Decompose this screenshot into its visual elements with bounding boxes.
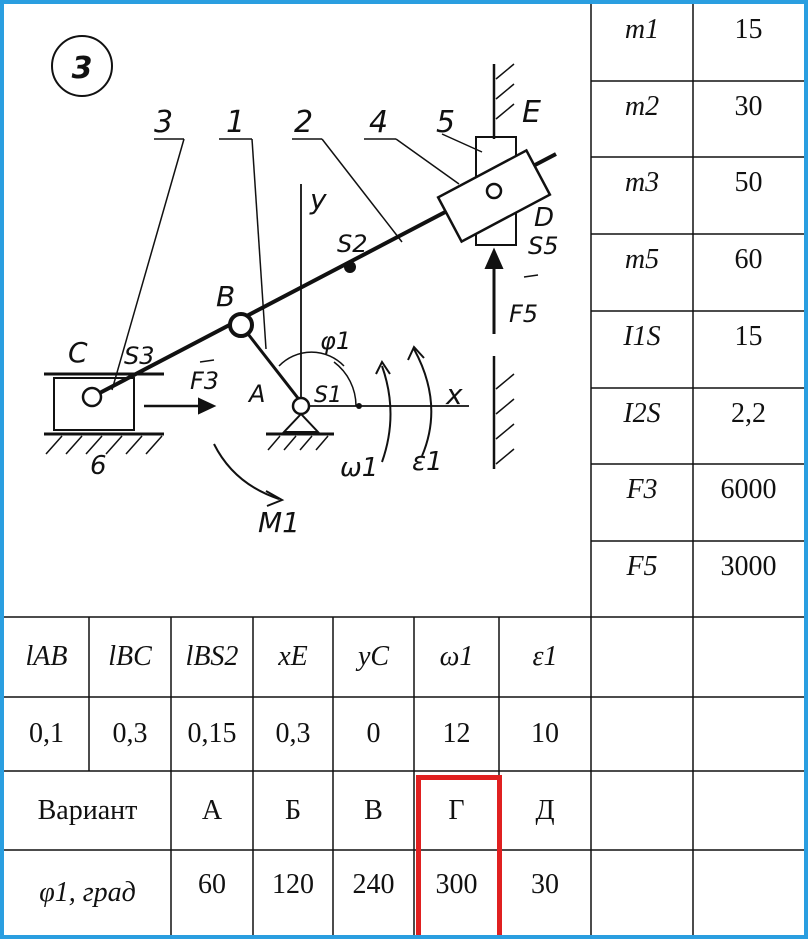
param-header: ε1 xyxy=(532,641,558,672)
param-header: lAB xyxy=(25,641,68,672)
label-s5: S5 xyxy=(528,232,559,260)
label-3: 3 xyxy=(154,105,174,140)
label-s3: S3 xyxy=(124,342,155,370)
phi-label: φ1, град xyxy=(39,876,136,908)
param-header: lBC xyxy=(108,641,152,672)
label-f5: F5 xyxy=(509,300,539,328)
joint-a xyxy=(293,398,309,414)
label-4: 4 xyxy=(369,105,389,140)
label-s2: S2 xyxy=(337,230,368,258)
param-label: I2S xyxy=(623,398,661,429)
label-a: A xyxy=(249,380,266,408)
label-m1: M1 xyxy=(258,506,300,539)
param-value: 3000 xyxy=(720,551,777,582)
variant-letter: А xyxy=(201,794,223,826)
label-x: x xyxy=(446,378,463,411)
label-6: 6 xyxy=(90,451,107,481)
param-label: m2 xyxy=(624,91,660,122)
label-s1: S1 xyxy=(314,383,342,408)
param-header: lBS2 xyxy=(185,641,239,672)
variant-letter: Д xyxy=(535,794,555,826)
param-label: F3 xyxy=(626,474,658,505)
label-b: B xyxy=(216,280,236,313)
param-label: m3 xyxy=(624,167,660,198)
joint-b xyxy=(230,314,252,336)
mechanism-diagram xyxy=(4,4,594,614)
param-value: 30 xyxy=(734,91,763,122)
variant-letter: Г xyxy=(448,794,465,826)
param-value-bottom: 0,3 xyxy=(112,718,148,749)
label-2: 2 xyxy=(294,105,314,140)
param-header: ω1 xyxy=(439,641,474,672)
label-c: C xyxy=(68,336,88,369)
variant-label: Вариант xyxy=(37,794,138,826)
label-phi1: φ1 xyxy=(320,327,352,355)
variant-letter: Б xyxy=(284,794,302,826)
param-label: m1 xyxy=(624,14,660,45)
joint-d xyxy=(487,184,501,198)
param-value: 2,2 xyxy=(731,398,766,429)
param-value: 60 xyxy=(734,244,763,275)
label-1: 1 xyxy=(226,105,246,140)
param-value: 50 xyxy=(734,167,763,198)
label-f3: F3 xyxy=(190,367,220,395)
param-value-bottom: 10 xyxy=(531,718,559,749)
param-value: 15 xyxy=(734,14,763,45)
joint-c xyxy=(83,388,101,406)
param-value-bottom: 0,3 xyxy=(275,718,311,749)
param-value-bottom: 0,15 xyxy=(187,718,237,749)
phi-value: 30 xyxy=(531,869,559,900)
param-label: I1S xyxy=(623,321,661,352)
label-d: D xyxy=(534,203,555,233)
phi-value: 300 xyxy=(435,869,478,900)
point-s2 xyxy=(344,261,356,273)
selected-variant-highlight xyxy=(416,775,502,939)
label-5: 5 xyxy=(436,105,456,140)
param-label: F5 xyxy=(626,551,658,582)
variant-letter: В xyxy=(364,794,383,826)
label-omega1: ω1 xyxy=(340,453,379,483)
param-value-bottom: 12 xyxy=(442,718,471,749)
param-header: yC xyxy=(357,641,390,672)
badge-label: 3 xyxy=(71,51,93,86)
phi-value: 60 xyxy=(198,869,226,900)
param-header: xE xyxy=(278,641,308,672)
phi-value: 120 xyxy=(272,869,314,900)
label-y: y xyxy=(310,183,327,216)
param-value-bottom: 0 xyxy=(366,718,381,749)
param-value: 15 xyxy=(734,321,763,352)
param-value-bottom: 0,1 xyxy=(29,718,64,749)
phi-value: 240 xyxy=(352,869,395,900)
label-e: E xyxy=(522,95,541,130)
label-eps1: ε1 xyxy=(412,447,443,477)
param-label: m5 xyxy=(624,244,660,275)
param-value: 6000 xyxy=(720,474,777,505)
